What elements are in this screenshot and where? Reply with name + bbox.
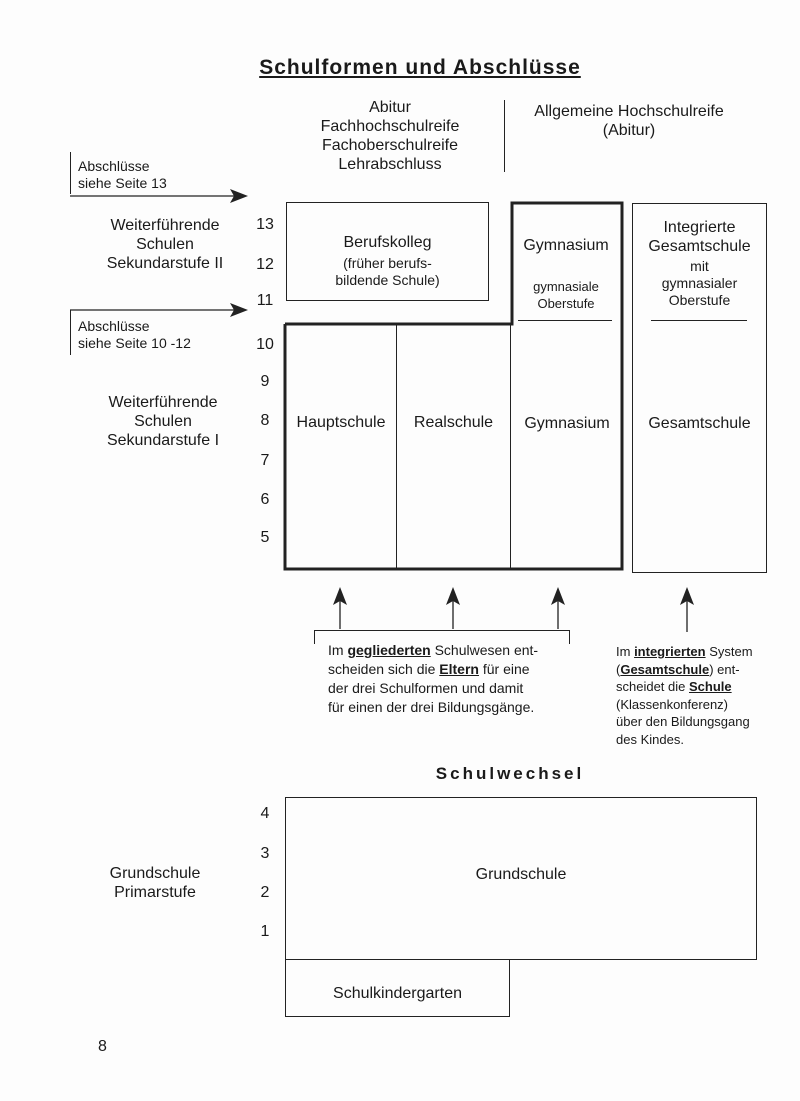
arrow-up-icon [330,585,350,630]
berufskolleg-note-line2: bildende Schule) [335,272,440,288]
gesamt-oberstufe-rule [651,320,747,321]
schulkindergarten-box [285,959,510,1017]
gymnasium-top-label: Gymnasium [523,237,609,254]
gesamt-top-line2: Gesamtschule [648,238,751,255]
stage-sek1-line1: Weiterführende [108,394,218,411]
schulkindergarten-label: Schulkindergarten [333,985,462,1002]
grade-2: 2 [260,884,270,901]
side-note-1-line1: Abschlüsse [78,158,150,174]
gymnasium-oberstufe-rule [518,320,612,321]
degrees-divider [504,100,505,172]
schulwechsel-heading: Schulwechsel [435,764,585,783]
explain-right-line1 [616,643,766,661]
explain-left-line4: für einen der drei Bildungsgänge. [328,699,535,715]
stage-primar-line2: Primarstufe [114,884,196,901]
realschule-label: Realschule [413,414,494,431]
stage-sek1-line3: Sekundarstufe I [106,432,220,449]
grade-11: 11 [256,292,274,309]
text: für eine [478,661,530,677]
page-number: 8 [98,1038,107,1055]
text: Im [616,644,635,659]
tripartite-outline [282,200,626,574]
stage-sek2-label [90,216,240,273]
emphasis-schule: Schule [689,679,732,694]
hauptschule-label: Hauptschule [296,414,386,431]
grade-12: 12 [256,256,274,273]
explain-left-line1 [328,641,568,660]
gesamt-oberstufe-line1: mit [690,258,709,274]
side-note-2-line1: Abschlüsse [78,318,150,334]
text: System [705,644,753,659]
stage-primar-label [80,864,230,902]
stage-sek1-label [88,393,238,450]
stage-primar-line1: Grundschule [109,865,201,882]
text: scheiden sich die [328,661,440,677]
gym-oberstufe-line1: gymnasiale [533,279,599,294]
stage-sek2-line3: Sekundarstufe II [106,255,224,272]
grundschule-label: Grundschule [475,866,567,883]
grundschule-box [285,797,757,960]
explain-right-line5: über den Bildungsgang [616,714,750,729]
degree-allgemeine-hochschulreife: Allgemeine Hochschulreife [534,103,724,120]
text: Schulwesen ent- [430,642,539,658]
emphasis-eltern: Eltern [439,661,479,677]
explain-left [328,641,568,717]
grade-5: 5 [260,529,270,546]
gymnasium-oberstufe [513,278,619,312]
page-title: Schulformen und Abschlüsse [259,56,581,79]
berufskolleg-label: Berufskolleg [343,234,432,251]
gesamt-top-label [633,218,766,256]
side-note-2 [78,318,191,352]
explain-bracket [314,630,570,631]
arrow-up-icon [443,585,463,630]
divider-real-gym [510,324,511,569]
gesamtschule-label: Gesamtschule [648,415,751,432]
explain-right-line6: des Kindes. [616,731,684,747]
text: ( [616,661,621,677]
arrow-up-icon [548,585,568,630]
arrow-right-icon [70,186,250,206]
grade-10: 10 [256,336,274,353]
explain-right-line3 [616,678,766,696]
stage-sek2-line1: Weiterführende [110,217,220,234]
side-note-1-line2: siehe Seite 13 [78,175,167,191]
explain-left-line2 [328,660,568,679]
explain-right [616,643,766,748]
grade-3: 3 [260,845,270,862]
grade-7: 7 [260,452,270,469]
grade-4: 4 [260,805,270,822]
stage-sek1-line2: Schulen [134,413,192,430]
text: Im [328,642,348,658]
explain-bracket-right [569,630,570,644]
grade-13: 13 [256,216,274,233]
gesamt-oberstufe [633,258,766,309]
explain-right-line4: (Klassenkonferenz) [616,696,728,712]
degree-abitur: Abitur [369,99,411,116]
degrees-right-block [518,102,740,140]
gesamt-top-line1: Integrierte [663,219,736,236]
text: scheidet die [616,679,689,694]
explain-left-line3: der drei Schulformen und damit [328,680,524,696]
degree-fachoberschulreife: Fachoberschulreife [321,137,459,154]
emphasis-gesamtschule: Gesamtschule [620,661,710,677]
grade-6: 6 [260,491,270,508]
grade-1: 1 [260,923,270,940]
degrees-left-block [300,98,480,174]
degree-fachhochschulreife: Fachhochschulreife [320,118,460,135]
degree-abitur-paren: (Abitur) [602,122,656,139]
grade-8: 8 [260,412,270,429]
emphasis-integrierten: integrierten [634,644,706,659]
berufskolleg-note-line1: (früher berufs- [343,255,432,271]
gesamtschule-box [632,203,767,573]
gesamt-oberstufe-line3: Oberstufe [668,292,731,308]
arrow-right-icon [70,300,250,320]
degree-lehrabschluss: Lehrabschluss [338,156,442,173]
explain-bracket-left [314,630,315,644]
grade-9: 9 [260,373,270,390]
text: ) ent- [709,661,740,677]
gymnasium-label: Gymnasium [524,415,610,432]
arrow-up-icon [677,585,697,633]
side-note-2-line2: siehe Seite 10 -12 [78,335,191,351]
emphasis-gegliederten: gegliederten [347,642,431,658]
divider-haupt-real [396,324,397,569]
stage-sek2-line2: Schulen [136,236,194,253]
gym-oberstufe-line2: Oberstufe [537,296,595,311]
explain-right-line2 [616,661,766,679]
gesamt-oberstufe-line2: gymnasialer [661,275,738,291]
